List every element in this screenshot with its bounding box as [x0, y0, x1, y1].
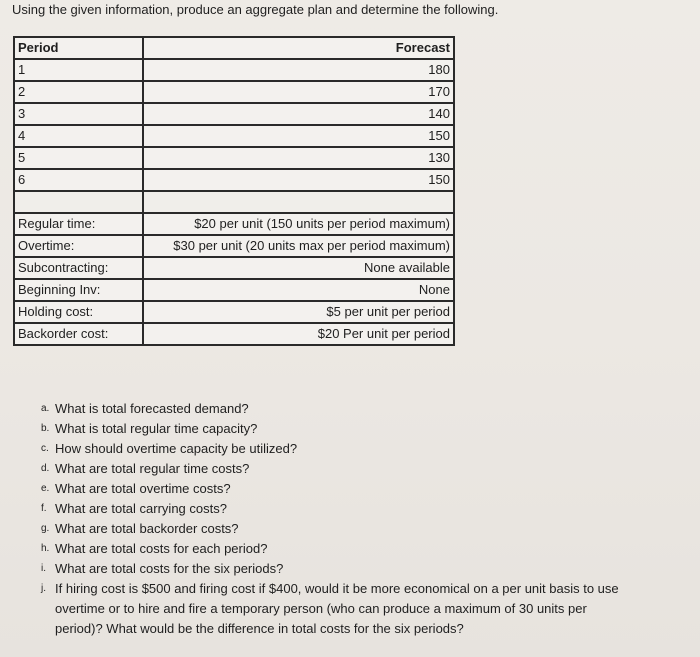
detail-row-holding-cost [14, 301, 454, 323]
detail-label: Overtime: [14, 235, 143, 257]
question-marker: h. [41, 543, 50, 554]
question-marker: d. [41, 463, 50, 474]
detail-value: $30 per unit (20 units max per period maximum) [143, 235, 454, 257]
detail-row-overtime [14, 235, 454, 257]
period-cell: 4 [14, 125, 143, 147]
forecast-cell: 170 [143, 81, 454, 103]
list-item [41, 459, 626, 479]
forecast-header: Forecast [143, 37, 454, 59]
list-item [41, 579, 626, 639]
table-row [14, 147, 454, 169]
question-marker: f. [41, 503, 47, 514]
forecast-cell: 130 [143, 147, 454, 169]
table-header-row [14, 37, 454, 59]
question-marker: b. [41, 423, 50, 434]
period-cell: 6 [14, 169, 143, 191]
question-text: How should overtime capacity be utilized? [55, 441, 298, 456]
question-marker: i. [41, 563, 46, 574]
forecast-cell: 140 [143, 103, 454, 125]
question-marker: e. [41, 483, 50, 494]
forecast-cell: 180 [143, 59, 454, 81]
detail-value: $5 per unit per period [143, 301, 454, 323]
detail-value: $20 Per unit per period [143, 323, 454, 345]
table-row [14, 125, 454, 147]
table-row [14, 103, 454, 125]
question-text: What are total regular time costs? [55, 461, 250, 476]
list-item [41, 559, 626, 579]
forecast-cell: 150 [143, 125, 454, 147]
blank-separator-row [14, 191, 454, 213]
detail-row-regular-time [14, 213, 454, 235]
period-cell: 5 [14, 147, 143, 169]
detail-row-beginning-inventory [14, 279, 454, 301]
table-row [14, 169, 454, 191]
question-marker: g. [41, 523, 50, 534]
question-text: What is total regular time capacity? [55, 421, 258, 436]
question-marker: j. [41, 583, 46, 594]
question-text: What are total carrying costs? [55, 501, 227, 516]
detail-label: Holding cost: [14, 301, 143, 323]
question-text: What is total forecasted demand? [55, 401, 249, 416]
question-text: What are total overtime costs? [55, 481, 231, 496]
question-text: What are total costs for the six periods? [55, 561, 284, 576]
question-text: What are total costs for each period? [55, 541, 268, 556]
question-marker: a. [41, 403, 50, 414]
list-item [41, 439, 626, 459]
detail-value: None [143, 279, 454, 301]
blank-cell [143, 191, 454, 213]
instruction-title: Using the given information, produce an aggregate plan and determine the following. [12, 2, 499, 17]
list-item [41, 479, 626, 499]
list-item [41, 399, 626, 419]
table-row [14, 81, 454, 103]
period-header: Period [14, 37, 143, 59]
detail-label: Backorder cost: [14, 323, 143, 345]
detail-value: $20 per unit (150 units per period maximum) [143, 213, 454, 235]
period-cell: 3 [14, 103, 143, 125]
detail-value: None available [143, 257, 454, 279]
question-list [41, 399, 626, 639]
list-item [41, 519, 626, 539]
question-text: If hiring cost is $500 and firing cost if $400, would it be more economical on a per unit basis to use overtime or to hire and fire a temporary person (who can produce a maximum of 30 units per period)? What would be the difference in total costs for the six periods? [55, 581, 619, 636]
detail-row-backorder-cost [14, 323, 454, 345]
aggregate-plan-table [13, 36, 455, 346]
period-cell: 1 [14, 59, 143, 81]
question-text: What are total backorder costs? [55, 521, 239, 536]
detail-row-subcontracting [14, 257, 454, 279]
detail-label: Subcontracting: [14, 257, 143, 279]
blank-cell [14, 191, 143, 213]
forecast-cell: 150 [143, 169, 454, 191]
list-item [41, 539, 626, 559]
table-row [14, 59, 454, 81]
detail-label: Beginning Inv: [14, 279, 143, 301]
list-item [41, 419, 626, 439]
question-marker: c. [41, 443, 49, 454]
list-item [41, 499, 626, 519]
detail-label: Regular time: [14, 213, 143, 235]
period-cell: 2 [14, 81, 143, 103]
